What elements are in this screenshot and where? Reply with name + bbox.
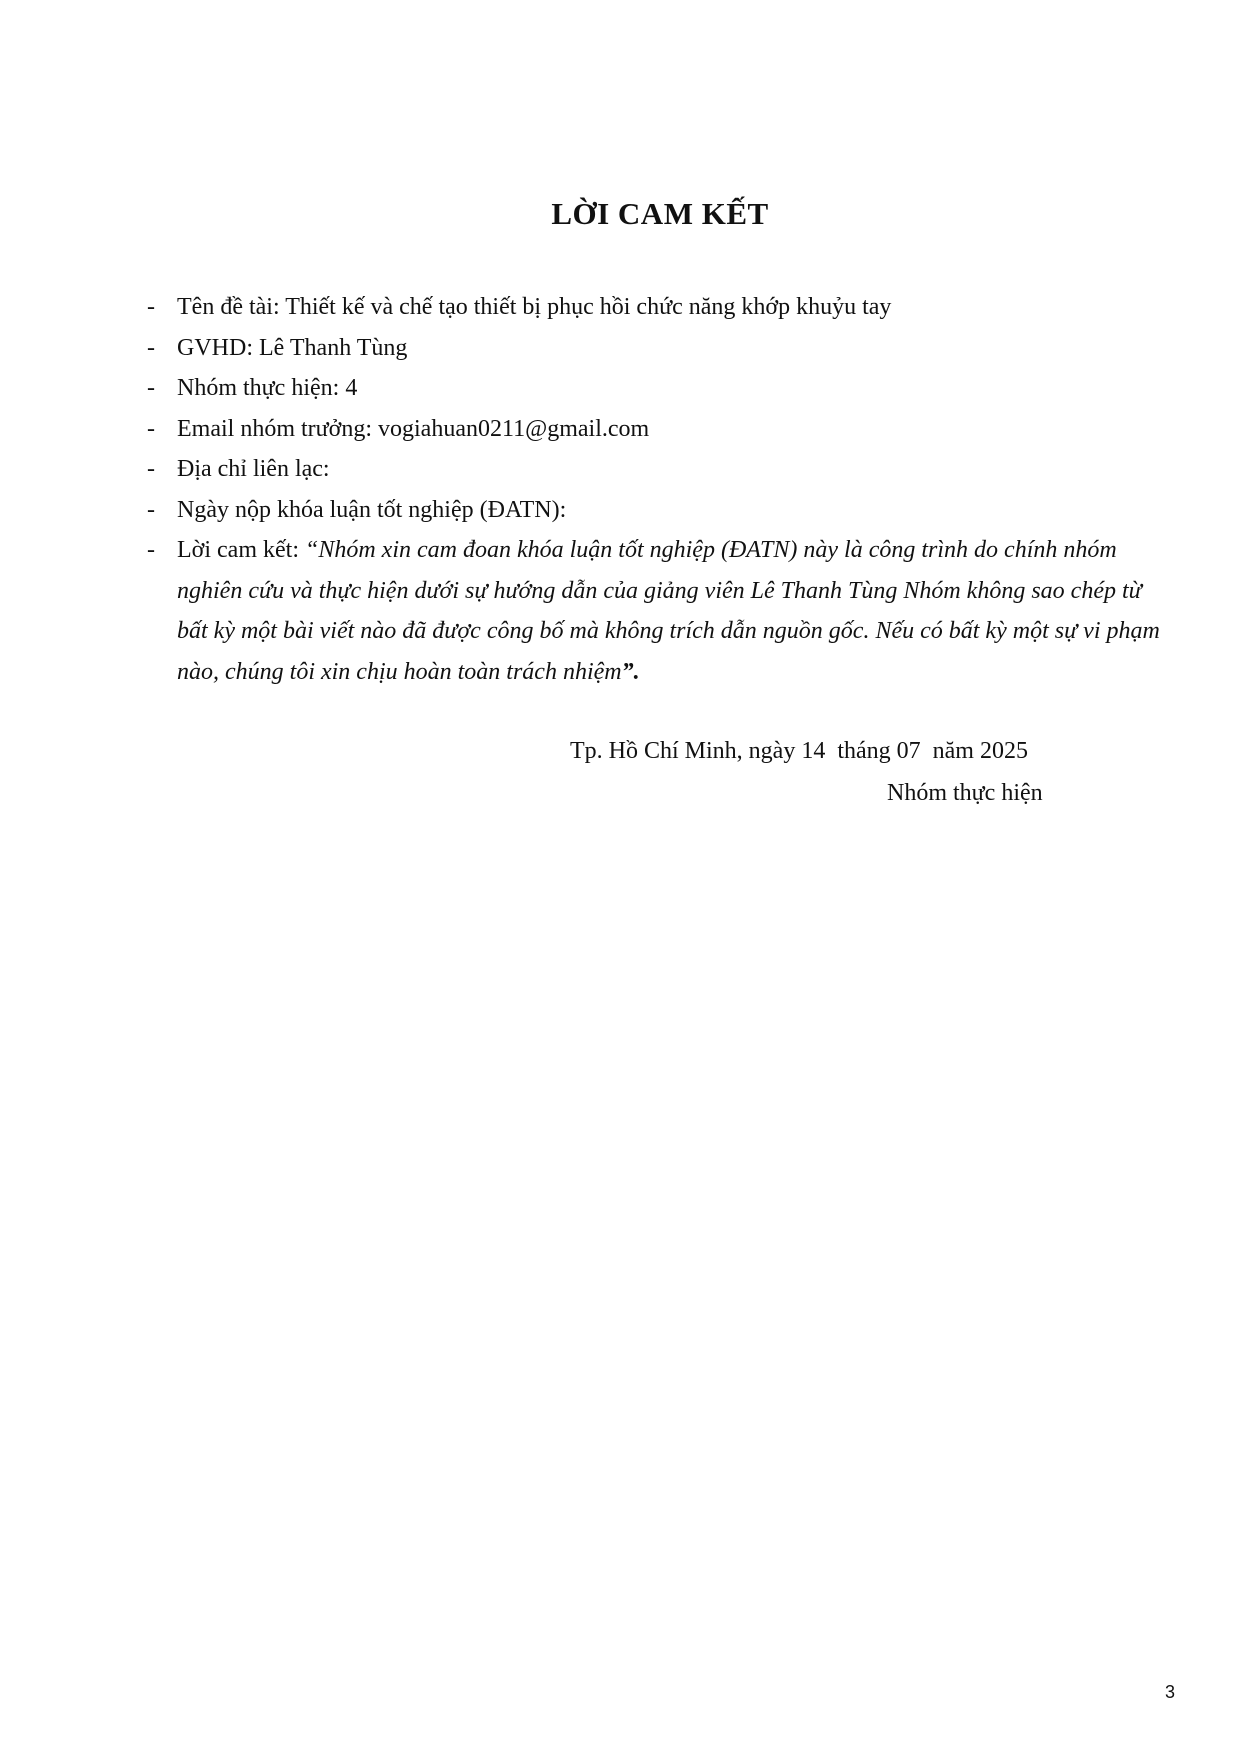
list-item-advisor <box>147 328 1177 369</box>
advisor-label: GVHD: <box>177 334 259 361</box>
email-value: vogiahuan0211@gmail.com <box>378 415 650 442</box>
advisor-value: Lê Thanh Tùng <box>259 334 408 361</box>
list-dash: - <box>147 537 155 563</box>
list-dash: - <box>147 294 155 320</box>
list-dash: - <box>147 496 155 523</box>
list-item-commitment <box>147 530 1177 692</box>
commitment-quote: “Nhóm xin cam đoan khóa luận tốt nghiệp (ĐATN) này là công trình do chính nhóm nghiên cứu và thực hiện dưới sự hướng dẫn của giảng viên Lê Thanh Tùng Nhóm không sao chép từ bất kỳ một bài viết nào đã được công bố mà không trích dẫn nguồn gốc. Nếu có bất kỳ một sự vi phạm nào, chúng tôi xin chịu hoàn toàn trách nhiệm <box>177 537 1160 685</box>
commitment-quote-close: ”. <box>621 658 640 685</box>
place-date: Tp. Hồ Chí Minh, ngày 14 tháng 07 năm 2025 <box>570 738 1028 764</box>
topic-value: Thiết kế và chế tạo thiết bị phục hồi chức năng khớp khuỷu tay <box>285 294 892 320</box>
list-item-topic <box>147 287 1177 328</box>
info-list <box>147 287 1177 692</box>
group-value: 4 <box>345 375 358 401</box>
list-item-address <box>147 449 1177 490</box>
list-item-group <box>147 368 1177 409</box>
submission-date-label: Ngày nộp khóa luận tốt nghiệp (ĐATN): <box>177 496 567 523</box>
signature-group: Nhóm thực hiện <box>887 780 1043 806</box>
list-dash: - <box>147 334 155 361</box>
address-label: Địa chỉ liên lạc: <box>177 456 330 482</box>
signature-block <box>570 730 1090 814</box>
page-title: LỜI CAM KẾT <box>551 196 769 231</box>
email-label: Email nhóm trưởng: <box>177 415 379 442</box>
list-dash: - <box>147 456 155 482</box>
commitment-label: Lời cam kết: <box>177 537 305 563</box>
list-item-email <box>147 409 1177 450</box>
topic-label: Tên đề tài: <box>177 294 286 320</box>
group-label: Nhóm thực hiện: <box>177 375 346 401</box>
page-number: 3 <box>1164 1682 1175 1702</box>
list-dash: - <box>147 375 155 401</box>
list-dash: - <box>147 415 155 442</box>
list-item-submission-date <box>147 490 1177 531</box>
